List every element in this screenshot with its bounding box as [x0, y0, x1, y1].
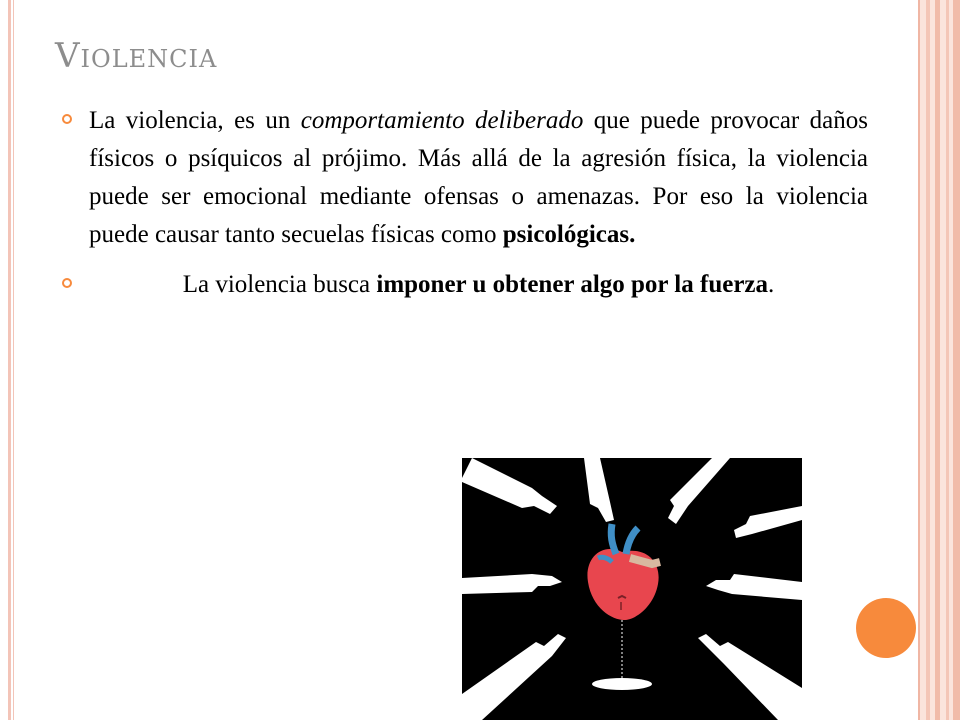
- bullet-list: [62, 102, 868, 316]
- bullet-bold-text: psicológicas.: [502, 221, 636, 248]
- bullet-icon: [62, 114, 72, 124]
- bullet-text: .: [768, 271, 775, 298]
- right-stripe: [918, 0, 920, 720]
- bullet-bold-text: imponer u obtener algo por la fuerza: [376, 271, 769, 298]
- pointing-hands-heart-illustration: [462, 458, 802, 720]
- right-stripe: [946, 0, 949, 720]
- bullet-text: La violencia busca: [182, 271, 377, 298]
- slide-title: Violencia: [55, 36, 218, 76]
- bullet-item: [62, 266, 868, 304]
- puddle-shape: [592, 678, 652, 690]
- illustration-image: [462, 458, 802, 720]
- right-stripe: [953, 0, 960, 720]
- left-border-line: [8, 0, 11, 720]
- right-stripe: [935, 0, 940, 720]
- bullet-italic-text: comportamiento deliberado: [300, 107, 584, 134]
- left-border-line-thin: [13, 0, 14, 720]
- bullet-icon: [62, 278, 72, 288]
- bullet-text: que puede provocar daños físicos o psíquicos al prójimo. Más allá de la agresión física, la violencia puede ser emocional mediante ofensas o amenazas. Por eso la violencia puede causar tanto secuelas físicas como: [89, 107, 868, 248]
- orange-circle-decoration: [856, 598, 916, 658]
- bullet-text: La violencia, es un: [89, 107, 301, 134]
- bullet-item: [62, 102, 868, 254]
- right-stripe: [926, 0, 930, 720]
